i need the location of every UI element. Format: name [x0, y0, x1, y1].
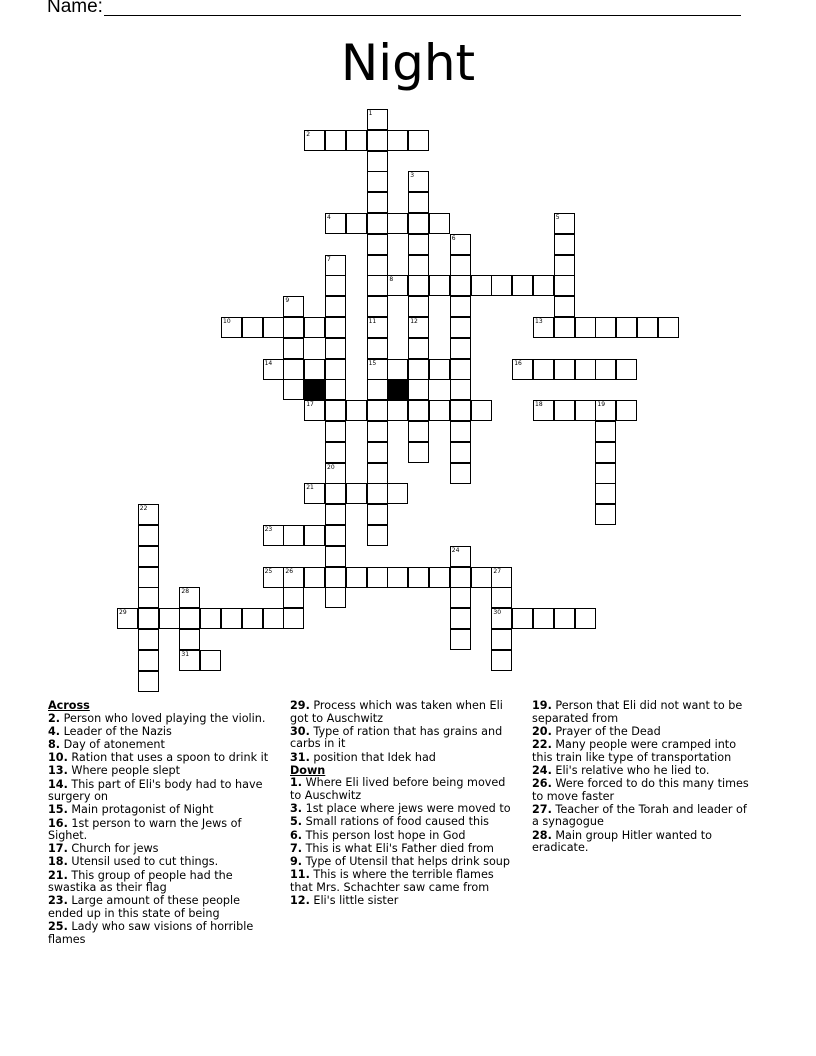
grid-cell[interactable]: [429, 275, 450, 296]
grid-cell[interactable]: [283, 317, 304, 338]
grid-cell[interactable]: [408, 213, 429, 234]
grid-cell[interactable]: [346, 213, 367, 234]
grid-cell[interactable]: [367, 275, 388, 296]
grid-cell[interactable]: [325, 400, 346, 421]
grid-cell[interactable]: [325, 296, 346, 317]
clue-across-8: 17. Church for jews: [48, 842, 159, 856]
grid-number: 12: [410, 318, 418, 325]
grid-cell[interactable]: [533, 608, 554, 629]
grid-cell[interactable]: [263, 567, 284, 588]
grid-cell[interactable]: [450, 296, 471, 317]
grid-cell[interactable]: [304, 359, 325, 380]
grid-cell[interactable]: [450, 608, 471, 629]
grid-number: 30: [493, 609, 502, 617]
grid-cell[interactable]: [346, 130, 367, 151]
grid-cell[interactable]: [200, 650, 221, 671]
grid-number: 24: [451, 546, 460, 554]
grid-number: 13: [535, 318, 543, 325]
grid-cell[interactable]: [200, 608, 221, 629]
grid-number: 20: [327, 463, 335, 471]
grid-cell[interactable]: [325, 483, 346, 504]
grid-cell[interactable]: [179, 587, 200, 608]
grid-cell[interactable]: [367, 255, 388, 276]
grid-cell[interactable]: [408, 379, 429, 400]
grid-block: [387, 379, 408, 400]
grid-number: 31: [181, 650, 190, 658]
page-title: Night: [340, 34, 476, 92]
grid-cell[interactable]: [450, 317, 471, 338]
grid-cell[interactable]: [408, 400, 429, 421]
grid-cell[interactable]: [263, 317, 284, 338]
grid-cell[interactable]: [325, 130, 346, 151]
grid-cell[interactable]: [367, 525, 388, 546]
grid-cell[interactable]: [367, 317, 388, 338]
grid-cell[interactable]: [367, 338, 388, 359]
grid-cell[interactable]: [283, 338, 304, 359]
grid-cell[interactable]: [429, 567, 450, 588]
grid-cell[interactable]: [512, 608, 533, 629]
grid-number: 17: [306, 401, 314, 409]
grid-cell[interactable]: [387, 275, 408, 296]
clue-down-6: 11. This is where the terrible flames that Mrs. Schachter saw came from: [290, 868, 494, 894]
grid-number: 5: [555, 214, 560, 221]
grid-cell[interactable]: [408, 567, 429, 588]
grid-cell[interactable]: [242, 317, 263, 338]
grid-cell[interactable]: [554, 359, 575, 380]
clue-across-9: 18. Utensil used to cut things.: [48, 855, 219, 869]
grid-cell[interactable]: [450, 463, 471, 484]
grid-cell[interactable]: [179, 629, 200, 650]
grid-number: 27: [493, 567, 502, 575]
grid-cell[interactable]: [221, 608, 242, 629]
grid-cell[interactable]: [263, 608, 284, 629]
grid-number: 8: [389, 276, 394, 284]
grid-cell[interactable]: [367, 463, 388, 484]
grid-cell[interactable]: [138, 546, 159, 567]
grid-number: 7: [327, 255, 331, 263]
grid-number: 1: [368, 110, 373, 117]
grid-cell[interactable]: [429, 359, 450, 380]
grid-cell[interactable]: [367, 567, 388, 588]
grid-cell[interactable]: [283, 525, 304, 546]
down-heading: Down: [290, 763, 326, 777]
grid-cell[interactable]: [408, 359, 429, 380]
grid-cell[interactable]: [595, 400, 616, 421]
grid-block: [304, 379, 325, 400]
clue-down-3: 6. This person lost hope in God: [290, 828, 466, 842]
grid-cell[interactable]: [387, 130, 408, 151]
grid-cell[interactable]: [554, 608, 575, 629]
grid-cell[interactable]: [138, 629, 159, 650]
clue-across-12: 25. Lady who saw visions of horrible flames: [48, 920, 254, 946]
grid-number: 4: [327, 214, 331, 221]
grid-cell[interactable]: [491, 650, 512, 671]
grid-cell[interactable]: [533, 359, 554, 380]
grid-cell[interactable]: [450, 275, 471, 296]
grid-cell[interactable]: [367, 171, 388, 192]
clue-across-7: 16. 1st person to warn the Jews of Sighet.: [48, 816, 242, 843]
grid-cell[interactable]: [595, 504, 616, 525]
grid-number: 14: [264, 359, 273, 367]
grid-cell[interactable]: [450, 338, 471, 359]
clue-across-15: 31. position that Idek had: [290, 750, 436, 764]
grid-cell[interactable]: [575, 317, 596, 338]
grid-cell[interactable]: [325, 587, 346, 608]
grid-number: 23: [264, 526, 273, 533]
grid-cell[interactable]: [450, 567, 471, 588]
grid-cell[interactable]: [263, 525, 284, 546]
grid-cell[interactable]: [221, 317, 242, 338]
grid-cell[interactable]: [367, 359, 388, 380]
across-heading: Across: [48, 699, 90, 712]
grid-cell[interactable]: [138, 608, 159, 629]
grid-cell[interactable]: [263, 359, 284, 380]
grid-number: 18: [535, 401, 543, 409]
clue-across-6: 15. Main protagonist of Night: [48, 803, 214, 817]
name-label: Name:: [47, 0, 103, 17]
grid-cell[interactable]: [616, 317, 637, 338]
grid-number: 16: [514, 359, 522, 367]
grid-cell[interactable]: [471, 400, 492, 421]
grid-cell[interactable]: [304, 483, 325, 504]
grid-number: 3: [410, 172, 415, 180]
grid-number: 21: [306, 484, 314, 492]
grid-number: 26: [285, 567, 294, 575]
grid-cell[interactable]: [346, 483, 367, 504]
grid-cell[interactable]: [367, 442, 388, 463]
grid-cell[interactable]: [408, 317, 429, 338]
grid-cell[interactable]: [554, 400, 575, 421]
clue-across-11: 23. Large amount of these people ended up in this state of being: [48, 894, 241, 921]
grid-cell[interactable]: [283, 296, 304, 317]
grid-cell[interactable]: [242, 608, 263, 629]
clue-across-3: 10. Ration that uses a spoon to drink it: [48, 751, 269, 765]
clue-down-10: 22. Many people were cramped into this train like type of transportation: [532, 737, 737, 764]
grid-number: 22: [139, 505, 148, 513]
grid-cell[interactable]: [554, 275, 575, 296]
clues-column-3: [532, 700, 757, 855]
grid-cell[interactable]: [304, 525, 325, 546]
grid-number: 2: [306, 130, 311, 138]
grid-cell[interactable]: [367, 234, 388, 255]
clue-down-14: 28. Main group Hitler wanted to eradicate.: [532, 828, 713, 855]
grid-cell[interactable]: [304, 317, 325, 338]
grid-cell[interactable]: [512, 359, 533, 380]
grid-cell[interactable]: [554, 317, 575, 338]
grid-cell[interactable]: [450, 359, 471, 380]
grid-cell[interactable]: [159, 608, 180, 629]
grid-cell[interactable]: [346, 567, 367, 588]
grid-number: 29: [119, 609, 127, 617]
grid-cell[interactable]: [595, 317, 616, 338]
grid-cell[interactable]: [616, 359, 637, 380]
grid-cell[interactable]: [387, 359, 408, 380]
clue-down-13: 27. Teacher of the Torah and leader of a synagogue: [532, 802, 747, 829]
grid-cell[interactable]: [408, 442, 429, 463]
clue-down-5: 9. Type of Utensil that helps drink soup: [290, 854, 510, 868]
grid-cell[interactable]: [533, 317, 554, 338]
grid-cell[interactable]: [408, 275, 429, 296]
grid-cell[interactable]: [367, 504, 388, 525]
grid-number: 11: [368, 318, 377, 325]
grid-cell[interactable]: [325, 525, 346, 546]
grid-cell[interactable]: [408, 130, 429, 151]
grid-cell[interactable]: [283, 379, 304, 400]
grid-cell[interactable]: [533, 275, 554, 296]
grid-cell[interactable]: [554, 255, 575, 276]
grid-cell[interactable]: [325, 379, 346, 400]
clues-column-1: [48, 700, 273, 947]
grid-cell[interactable]: [616, 400, 637, 421]
grid-cell[interactable]: [491, 587, 512, 608]
clue-across-0: 2. Person who loved playing the violin.: [48, 711, 266, 725]
grid-cell[interactable]: [138, 650, 159, 671]
grid-cell[interactable]: [179, 650, 200, 671]
clue-down-1: 3. 1st place where jews were moved to: [290, 802, 511, 816]
grid-cell[interactable]: [450, 400, 471, 421]
clue-down-12: 26. Were forced to do this many times to move faster: [532, 776, 749, 803]
grid-cell[interactable]: [283, 567, 304, 588]
grid-cell[interactable]: [283, 587, 304, 608]
grid-cell[interactable]: [367, 151, 388, 172]
grid-cell[interactable]: [408, 338, 429, 359]
grid-cell[interactable]: [595, 421, 616, 442]
grid-cell[interactable]: [325, 213, 346, 234]
grid-cell[interactable]: [325, 463, 346, 484]
grid-cell[interactable]: [304, 567, 325, 588]
grid-cell[interactable]: [408, 171, 429, 192]
grid-cell[interactable]: [595, 442, 616, 463]
grid-cell[interactable]: [325, 546, 346, 567]
clue-across-5: 14. This part of Eli's body had to have surgery on: [48, 777, 263, 804]
grid-cell[interactable]: [408, 234, 429, 255]
grid-cell[interactable]: [554, 234, 575, 255]
grid-number: 19: [597, 401, 606, 409]
grid-cell[interactable]: [450, 546, 471, 567]
grid-cell[interactable]: [554, 296, 575, 317]
grid-cell[interactable]: [367, 400, 388, 421]
clues-column-2: [290, 700, 515, 908]
grid-cell[interactable]: [408, 255, 429, 276]
clue-down-4: 7. This is what Eli's Father died from: [290, 841, 494, 855]
grid-cell[interactable]: [533, 400, 554, 421]
grid-cell[interactable]: [304, 400, 325, 421]
grid-number: 6: [451, 234, 456, 242]
grid-cell[interactable]: [138, 567, 159, 588]
clue-down-9: 20. Prayer of the Dead: [532, 724, 661, 738]
grid-cell[interactable]: [346, 400, 367, 421]
grid-cell[interactable]: [637, 317, 658, 338]
grid-cell[interactable]: [325, 504, 346, 525]
grid-cell[interactable]: [283, 359, 304, 380]
grid-cell[interactable]: [138, 525, 159, 546]
grid-cell[interactable]: [575, 400, 596, 421]
grid-cell[interactable]: [325, 255, 346, 276]
grid-cell[interactable]: [325, 317, 346, 338]
clue-down-0: 1. Where Eli lived before being moved to Auschwitz: [290, 776, 506, 802]
clue-down-2: 5. Small rations of food caused this: [290, 815, 490, 829]
grid-cell[interactable]: [471, 275, 492, 296]
grid-cell[interactable]: [367, 109, 388, 130]
grid-cell[interactable]: [367, 483, 388, 504]
grid-number: 15: [368, 359, 377, 367]
clue-across-13: 29. Process which was taken when Eli got to Auschwitz: [290, 699, 503, 725]
grid-cell[interactable]: [138, 504, 159, 525]
grid-cell[interactable]: [429, 400, 450, 421]
grid-cell[interactable]: [367, 379, 388, 400]
grid-cell[interactable]: [408, 421, 429, 442]
grid-number: 28: [181, 588, 190, 596]
grid-cell[interactable]: [429, 213, 450, 234]
clue-across-2: 8. Day of atonement: [48, 737, 165, 751]
grid-cell[interactable]: [491, 629, 512, 650]
clue-across-4: 13. Where people slept: [48, 764, 180, 778]
grid-cell[interactable]: [387, 213, 408, 234]
grid-cell[interactable]: [450, 421, 471, 442]
grid-cell[interactable]: [325, 275, 346, 296]
grid-cell[interactable]: [408, 192, 429, 213]
grid-cell[interactable]: [387, 567, 408, 588]
grid-cell[interactable]: [595, 359, 616, 380]
grid-cell[interactable]: [367, 213, 388, 234]
grid-cell[interactable]: [283, 608, 304, 629]
grid-cell[interactable]: [450, 587, 471, 608]
grid-cell[interactable]: [325, 421, 346, 442]
grid-number: 10: [223, 318, 231, 325]
grid-cell[interactable]: [387, 483, 408, 504]
grid-cell[interactable]: [450, 379, 471, 400]
grid-cell[interactable]: [554, 213, 575, 234]
grid-cell[interactable]: [491, 567, 512, 588]
grid-cell[interactable]: [325, 567, 346, 588]
clue-down-8: 19. Person that Eli did not want to be separated from: [532, 699, 743, 725]
grid-cell[interactable]: [304, 130, 325, 151]
grid-cell[interactable]: [491, 275, 512, 296]
clue-down-7: 12. Eli's little sister: [290, 893, 399, 907]
grid-cell[interactable]: [117, 608, 138, 629]
clue-down-11: 24. Eli's relative who he lied to.: [532, 763, 710, 777]
grid-cell[interactable]: [408, 296, 429, 317]
grid-cell[interactable]: [450, 255, 471, 276]
clue-across-14: 30. Type of ration that has grains and carbs in it: [290, 724, 503, 751]
grid-cell[interactable]: [450, 234, 471, 255]
clue-across-10: 21. This group of people had the swastika as their flag: [48, 868, 233, 895]
grid-cell[interactable]: [595, 483, 616, 504]
grid-cell[interactable]: [367, 192, 388, 213]
grid-cell[interactable]: [367, 296, 388, 317]
grid-number: 9: [285, 297, 290, 305]
grid-cell[interactable]: [367, 130, 388, 151]
grid-cell[interactable]: [367, 421, 388, 442]
grid-cell[interactable]: [491, 608, 512, 629]
grid-cell[interactable]: [450, 629, 471, 650]
grid-cell[interactable]: [658, 317, 679, 338]
grid-cell[interactable]: [512, 275, 533, 296]
grid-cell[interactable]: [450, 442, 471, 463]
grid-cell[interactable]: [325, 359, 346, 380]
grid-number: 25: [264, 567, 273, 575]
grid-cell[interactable]: [138, 671, 159, 692]
grid-cell[interactable]: [325, 442, 346, 463]
grid-cell[interactable]: [325, 338, 346, 359]
grid-cell[interactable]: [575, 608, 596, 629]
grid-cell[interactable]: [595, 463, 616, 484]
grid-cell[interactable]: [138, 587, 159, 608]
grid-cell[interactable]: [471, 567, 492, 588]
grid-cell[interactable]: [387, 400, 408, 421]
grid-cell[interactable]: [575, 359, 596, 380]
clue-across-1: 4. Leader of the Nazis: [48, 724, 172, 738]
grid-cell[interactable]: [179, 608, 200, 629]
